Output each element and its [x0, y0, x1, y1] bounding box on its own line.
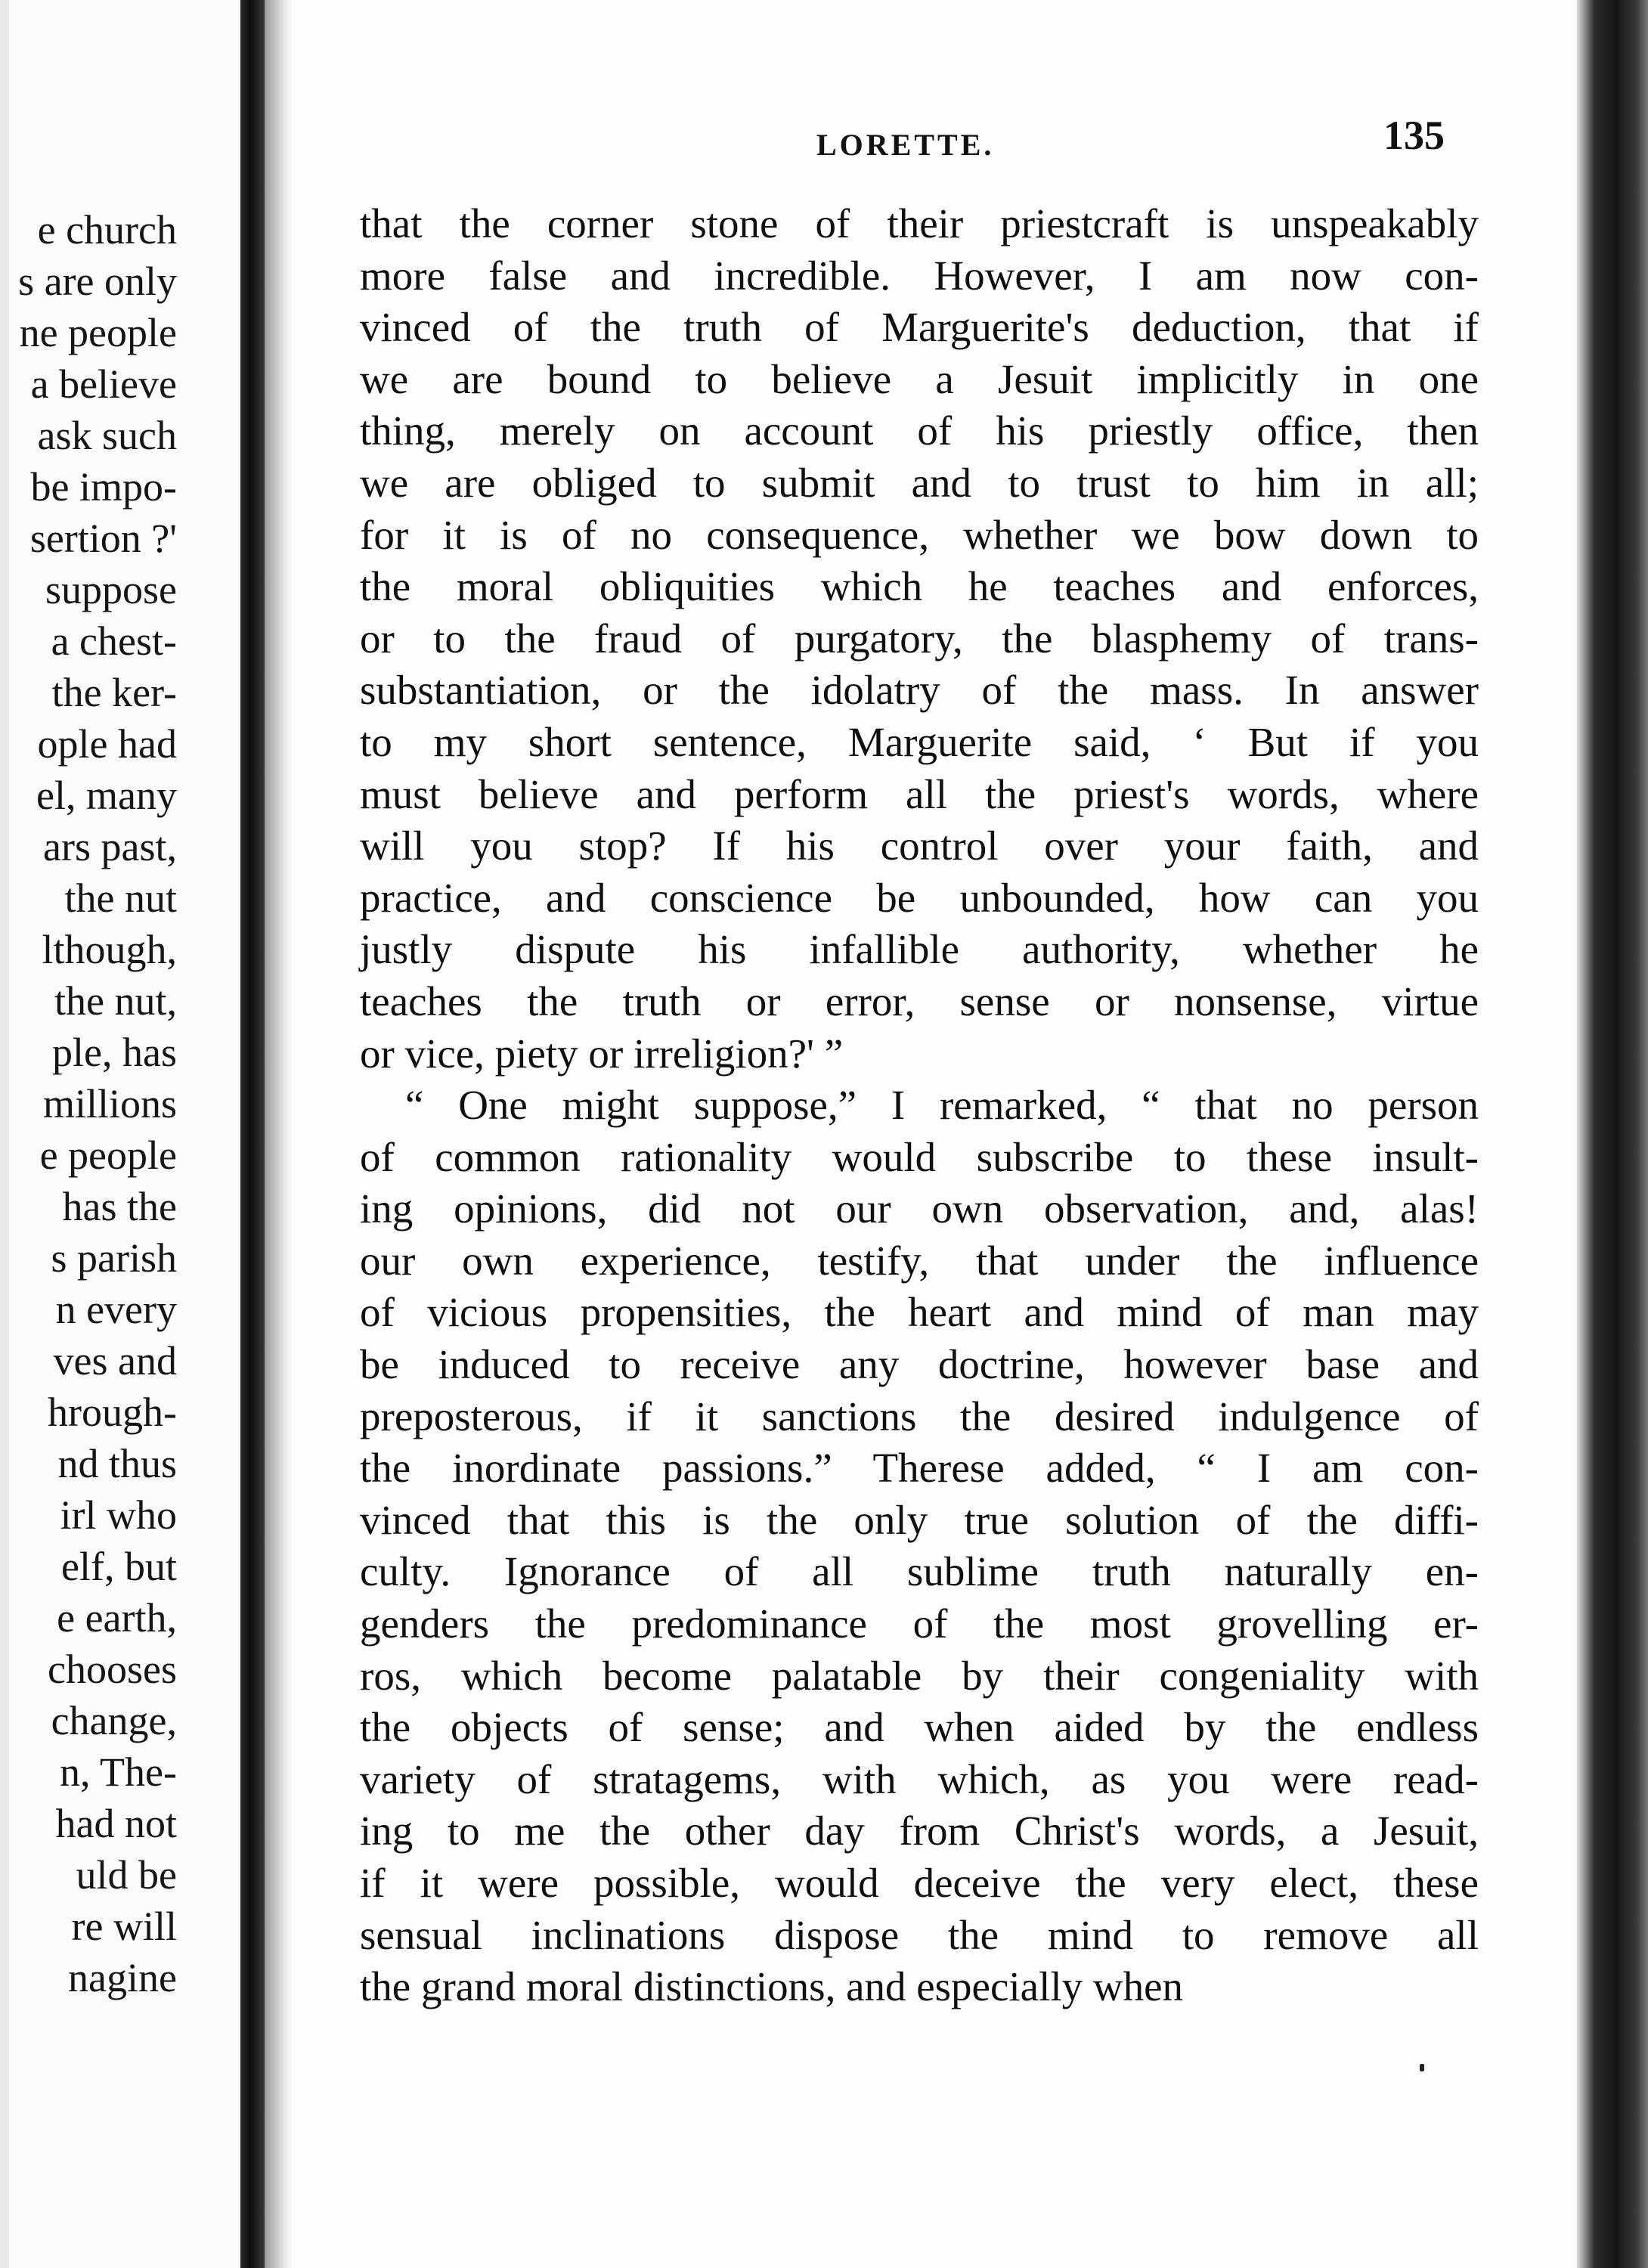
text-line: our own experience, testify, that under the influence [360, 1237, 1479, 1284]
book-gutter [240, 0, 265, 2268]
left-page-line: n every [55, 1287, 177, 1332]
running-head: LORETTE. [816, 128, 995, 162]
page-edge [1577, 0, 1648, 2268]
left-page-line: ne people [19, 310, 177, 355]
text-line: or vice, piety or irreligion?' ” [360, 1030, 844, 1077]
text-line: the grand moral distinctions, and especially when [360, 1963, 1184, 2010]
left-page-line: has the [62, 1184, 177, 1229]
left-page-line: ple, has [52, 1030, 177, 1075]
text-line: vinced that this is the only true solution of the diffi- [360, 1496, 1479, 1543]
left-page-line: had not [55, 1801, 177, 1846]
text-line: substantiation, or the idolatry of the mass. In answer [360, 667, 1479, 714]
left-page-text [0, 204, 177, 2003]
text-line: of common rationality would subscribe to these insult- [360, 1133, 1479, 1180]
text-line: “ One might suppose,” I remarked, “ that no person [405, 1082, 1479, 1129]
text-line: more false and incredible. However, I am now con- [360, 252, 1479, 299]
text-line: of vicious propensities, the heart and mind of man may [360, 1289, 1479, 1336]
left-page-line: uld be [76, 1852, 177, 1898]
left-page-line: irl who [60, 1492, 177, 1538]
text-line: the inordinate passions.” Therese added, “ I am con- [360, 1445, 1479, 1492]
left-page-line: ars past, [43, 824, 177, 869]
body-text [360, 198, 1479, 2013]
left-page-line: s are only [18, 259, 177, 304]
text-line: must believe and perform all the priest's words, where [360, 770, 1479, 817]
left-page-line: a believe [30, 361, 177, 407]
left-page-line: re will [71, 1904, 177, 1949]
left-page-line: hrough- [48, 1390, 177, 1435]
text-line: the objects of sense; and when aided by the endless [360, 1704, 1479, 1751]
left-page-line: the ker- [51, 670, 177, 715]
text-line: that the corner stone of their priestcraft is unspeakably [360, 200, 1479, 246]
text-line: thing, merely on account of his priestly office, then [360, 407, 1479, 454]
left-page-line: n, The- [60, 1749, 177, 1795]
left-page [0, 0, 240, 2268]
gutter-shadow [265, 0, 292, 2268]
left-page-line: e earth, [57, 1595, 177, 1641]
left-page-line: ves and [53, 1338, 177, 1383]
scan-edge [0, 0, 9, 2268]
text-line: genders the predominance of the most grovelling er- [360, 1600, 1479, 1647]
text-line: preposterous, if it sanctions the desired indulgence of [360, 1393, 1479, 1439]
left-page-line: nd thus [57, 1441, 177, 1486]
text-line: ing opinions, did not our own observation, and, alas! [360, 1185, 1479, 1232]
left-page-line: e people [39, 1132, 177, 1178]
text-line: we are bound to believe a Jesuit implicitly in one [360, 355, 1479, 402]
text-line: practice, and conscience be unbounded, how can you [360, 874, 1479, 921]
left-page-line: el, many [36, 773, 177, 818]
left-page-line: chooses [48, 1647, 177, 1692]
text-line: to my short sentence, Marguerite said, ‘ But if you [360, 718, 1479, 765]
left-page-line: millions [42, 1081, 177, 1126]
text-line: the moral obliquities which he teaches and enforces, [360, 563, 1479, 610]
text-line: will you stop? If his control over your faith, and [360, 823, 1479, 869]
text-line: variety of stratagems, with which, as you were read- [360, 1755, 1479, 1802]
left-page-line: suppose [45, 567, 177, 612]
left-page-line: nagine [68, 1955, 177, 2000]
left-page-line: s parish [51, 1235, 177, 1281]
left-page-line: ople had [37, 721, 177, 767]
ink-speck [1420, 2064, 1424, 2071]
left-page-line: change, [51, 1698, 177, 1743]
page-number: 135 [1383, 113, 1445, 158]
text-line: teaches the truth or error, sense or nonsense, virtue [360, 978, 1479, 1024]
left-page-line: ask such [37, 413, 177, 458]
left-page-line: elf, but [61, 1544, 177, 1589]
text-line: for it is of no consequence, whether we bow down to [360, 511, 1479, 558]
text-line: ing to me the other day from Christ's words, a Jesuit, [360, 1808, 1479, 1854]
left-page-line: sertion ?' [29, 516, 177, 561]
left-page-line: e church [37, 207, 177, 253]
text-line: we are obliged to submit and to trust to him in all; [360, 459, 1479, 506]
text-line: sensual inclinations dispose the mind to remove all [360, 1911, 1479, 1958]
text-line: ros, which become palatable by their congeniality with [360, 1652, 1479, 1699]
left-page-line: lthough, [42, 927, 177, 972]
text-line: culty. Ignorance of all sublime truth naturally en- [360, 1548, 1479, 1595]
text-line: if it were possible, would deceive the very elect, these [360, 1860, 1479, 1906]
text-line: be induced to receive any doctrine, however base and [360, 1341, 1479, 1388]
left-page-line: a chest- [51, 618, 177, 664]
left-page-line: the nut [64, 875, 177, 921]
left-page-line: be impo- [30, 464, 177, 510]
text-line: justly dispute his infallible authority, whether he [360, 926, 1479, 973]
text-line: vinced of the truth of Marguerite's deduction, that if [360, 304, 1479, 351]
left-page-line: the nut, [54, 978, 177, 1024]
text-line: or to the fraud of purgatory, the blasphemy of trans- [360, 615, 1479, 662]
